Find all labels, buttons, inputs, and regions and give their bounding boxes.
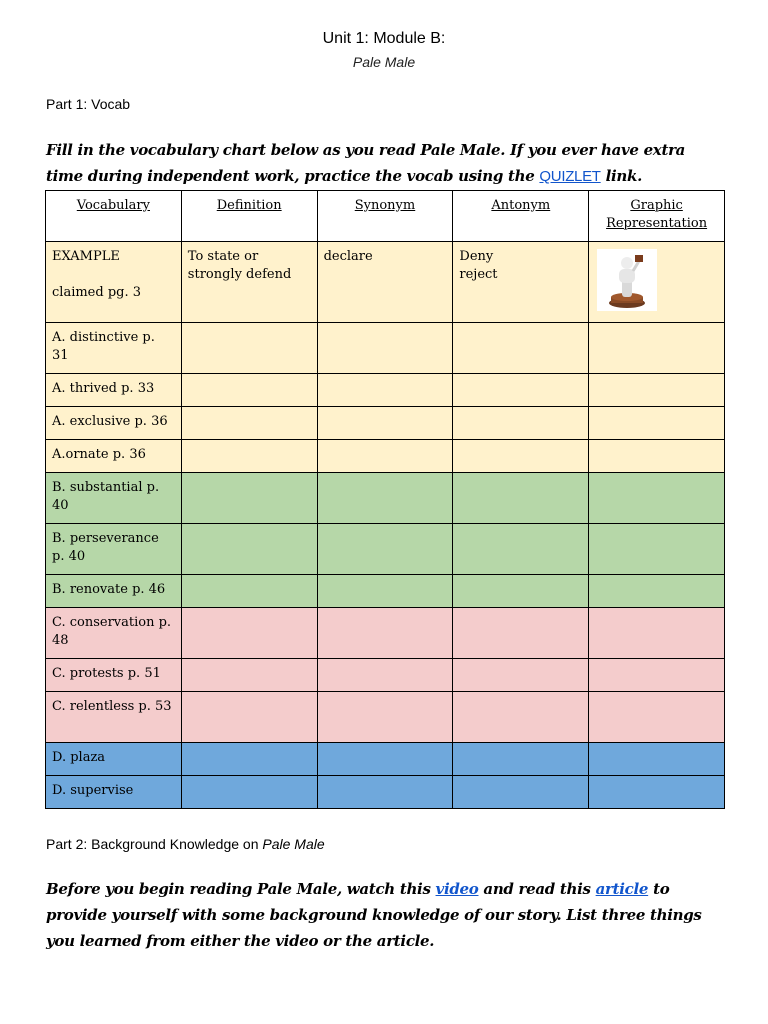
graphic-cell[interactable] (589, 692, 725, 743)
antonym-cell[interactable] (453, 473, 589, 524)
example-word-cell[interactable] (46, 242, 182, 323)
example-graphic-cell[interactable] (589, 242, 725, 323)
table-row (46, 776, 725, 809)
vocab-word-cell[interactable]: A. thrived p. 33 (46, 374, 182, 407)
graphic-cell[interactable] (589, 407, 725, 440)
part1-heading: Part 1: Vocab (46, 96, 131, 112)
example-definition-cell[interactable]: To state or strongly defend (181, 242, 317, 323)
definition-cell[interactable] (181, 374, 317, 407)
graphic-cell[interactable] (589, 659, 725, 692)
example-row (46, 242, 725, 323)
example-antonym-1: Deny (459, 249, 494, 264)
example-antonym-2: reject (459, 267, 498, 282)
page-title: Unit 1: Module B: (322, 30, 446, 47)
table-row (46, 692, 725, 743)
vocab-word-cell[interactable]: A. exclusive p. 36 (46, 407, 182, 440)
header-synonym: Synonym (317, 191, 453, 242)
page-subtitle: Pale Male (352, 54, 416, 70)
synonym-cell[interactable] (317, 608, 453, 659)
synonym-cell[interactable] (317, 323, 453, 374)
graphic-cell[interactable] (589, 575, 725, 608)
graphic-cell[interactable] (589, 323, 725, 374)
table-row (46, 608, 725, 659)
antonym-cell[interactable] (453, 374, 589, 407)
antonym-cell[interactable] (453, 776, 589, 809)
table-row (46, 323, 725, 374)
header-definition: Definition (181, 191, 317, 242)
table-row (46, 440, 725, 473)
table-row (46, 743, 725, 776)
para-text-a: Before you begin reading (46, 880, 258, 898)
para-text-c: and read this (478, 880, 596, 898)
graphic-cell[interactable] (589, 473, 725, 524)
antonym-cell[interactable] (453, 575, 589, 608)
synonym-cell[interactable] (317, 473, 453, 524)
article-link[interactable]: article (595, 880, 649, 898)
quizlet-link[interactable]: QUIZLET (539, 168, 601, 185)
example-word: claimed pg. 3 (52, 285, 142, 300)
vocab-word-cell[interactable]: B. substantial p. 40 (46, 473, 182, 524)
graphic-cell[interactable] (589, 374, 725, 407)
antonym-cell[interactable] (453, 608, 589, 659)
synonym-cell[interactable] (317, 407, 453, 440)
vocab-word-cell[interactable]: C. relentless p. 53 (46, 692, 182, 743)
statue-figure-image (597, 249, 657, 311)
definition-cell[interactable] (181, 323, 317, 374)
definition-cell[interactable] (181, 608, 317, 659)
vocab-word-cell[interactable]: B. renovate p. 46 (46, 575, 182, 608)
instruction-text-b: . If you ever have extra time during independent work, practice the vocab using the (46, 141, 686, 185)
definition-cell[interactable] (181, 692, 317, 743)
synonym-cell[interactable] (317, 440, 453, 473)
antonym-cell[interactable] (453, 743, 589, 776)
para-text-d: to provide yourself with some background knowledge of our story. List three things you learned from either the video or the article. (46, 880, 702, 950)
para-text-b: , watch this (336, 880, 436, 898)
definition-cell[interactable] (181, 473, 317, 524)
table-row (46, 374, 725, 407)
table-row (46, 473, 725, 524)
part1-instructions (46, 137, 726, 190)
antonym-cell[interactable] (453, 692, 589, 743)
example-synonym-cell[interactable]: declare (317, 242, 453, 323)
synonym-cell[interactable] (317, 374, 453, 407)
synonym-cell[interactable] (317, 776, 453, 809)
part2-heading-text: Part 2: Background Knowledge on (46, 836, 263, 852)
definition-cell[interactable] (181, 575, 317, 608)
video-link[interactable]: video (435, 880, 479, 898)
table-row (46, 524, 725, 575)
vocab-word-cell[interactable]: C. conservation p. 48 (46, 608, 182, 659)
graphic-cell[interactable] (589, 440, 725, 473)
instruction-text-c: link. (600, 167, 643, 185)
table-row (46, 659, 725, 692)
definition-cell[interactable] (181, 440, 317, 473)
vocab-word-cell[interactable]: C. protests p. 51 (46, 659, 182, 692)
header-vocabulary: Vocabulary (46, 191, 182, 242)
antonym-cell[interactable] (453, 323, 589, 374)
vocab-word-cell[interactable]: D. plaza (46, 743, 182, 776)
table-row (46, 575, 725, 608)
table-header-row (46, 191, 725, 242)
vocab-word-cell[interactable]: D. supervise (46, 776, 182, 809)
table-row (46, 407, 725, 440)
definition-cell[interactable] (181, 659, 317, 692)
graphic-cell[interactable] (589, 743, 725, 776)
para-book-title: Pale Male (257, 880, 337, 898)
vocab-word-cell[interactable]: A.ornate p. 36 (46, 440, 182, 473)
definition-cell[interactable] (181, 776, 317, 809)
example-label: EXAMPLE (52, 249, 120, 264)
instruction-book-title: Pale Male (420, 141, 501, 159)
example-antonym-cell[interactable] (453, 242, 589, 323)
vocab-word-cell[interactable]: B. perseverance p. 40 (46, 524, 182, 575)
antonym-cell[interactable] (453, 407, 589, 440)
instruction-text-a: Fill in the vocabulary chart below as you read (46, 141, 421, 159)
vocab-table (45, 190, 725, 809)
synonym-cell[interactable] (317, 575, 453, 608)
synonym-cell[interactable] (317, 524, 453, 575)
definition-cell[interactable] (181, 524, 317, 575)
part2-heading-book: Pale Male (262, 836, 325, 852)
definition-cell[interactable] (181, 743, 317, 776)
header-graphic: Graphic Representation (589, 191, 725, 242)
part2-heading (46, 836, 325, 852)
synonym-cell[interactable] (317, 743, 453, 776)
part2-paragraph (46, 876, 726, 954)
header-antonym: Antonym (453, 191, 589, 242)
synonym-cell[interactable] (317, 692, 453, 743)
antonym-cell[interactable] (453, 659, 589, 692)
vocab-word-cell[interactable]: A. distinctive p. 31 (46, 323, 182, 374)
graphic-cell[interactable] (589, 524, 725, 575)
graphic-cell[interactable] (589, 776, 725, 809)
antonym-cell[interactable] (453, 440, 589, 473)
synonym-cell[interactable] (317, 659, 453, 692)
antonym-cell[interactable] (453, 524, 589, 575)
definition-cell[interactable] (181, 407, 317, 440)
graphic-cell[interactable] (589, 608, 725, 659)
